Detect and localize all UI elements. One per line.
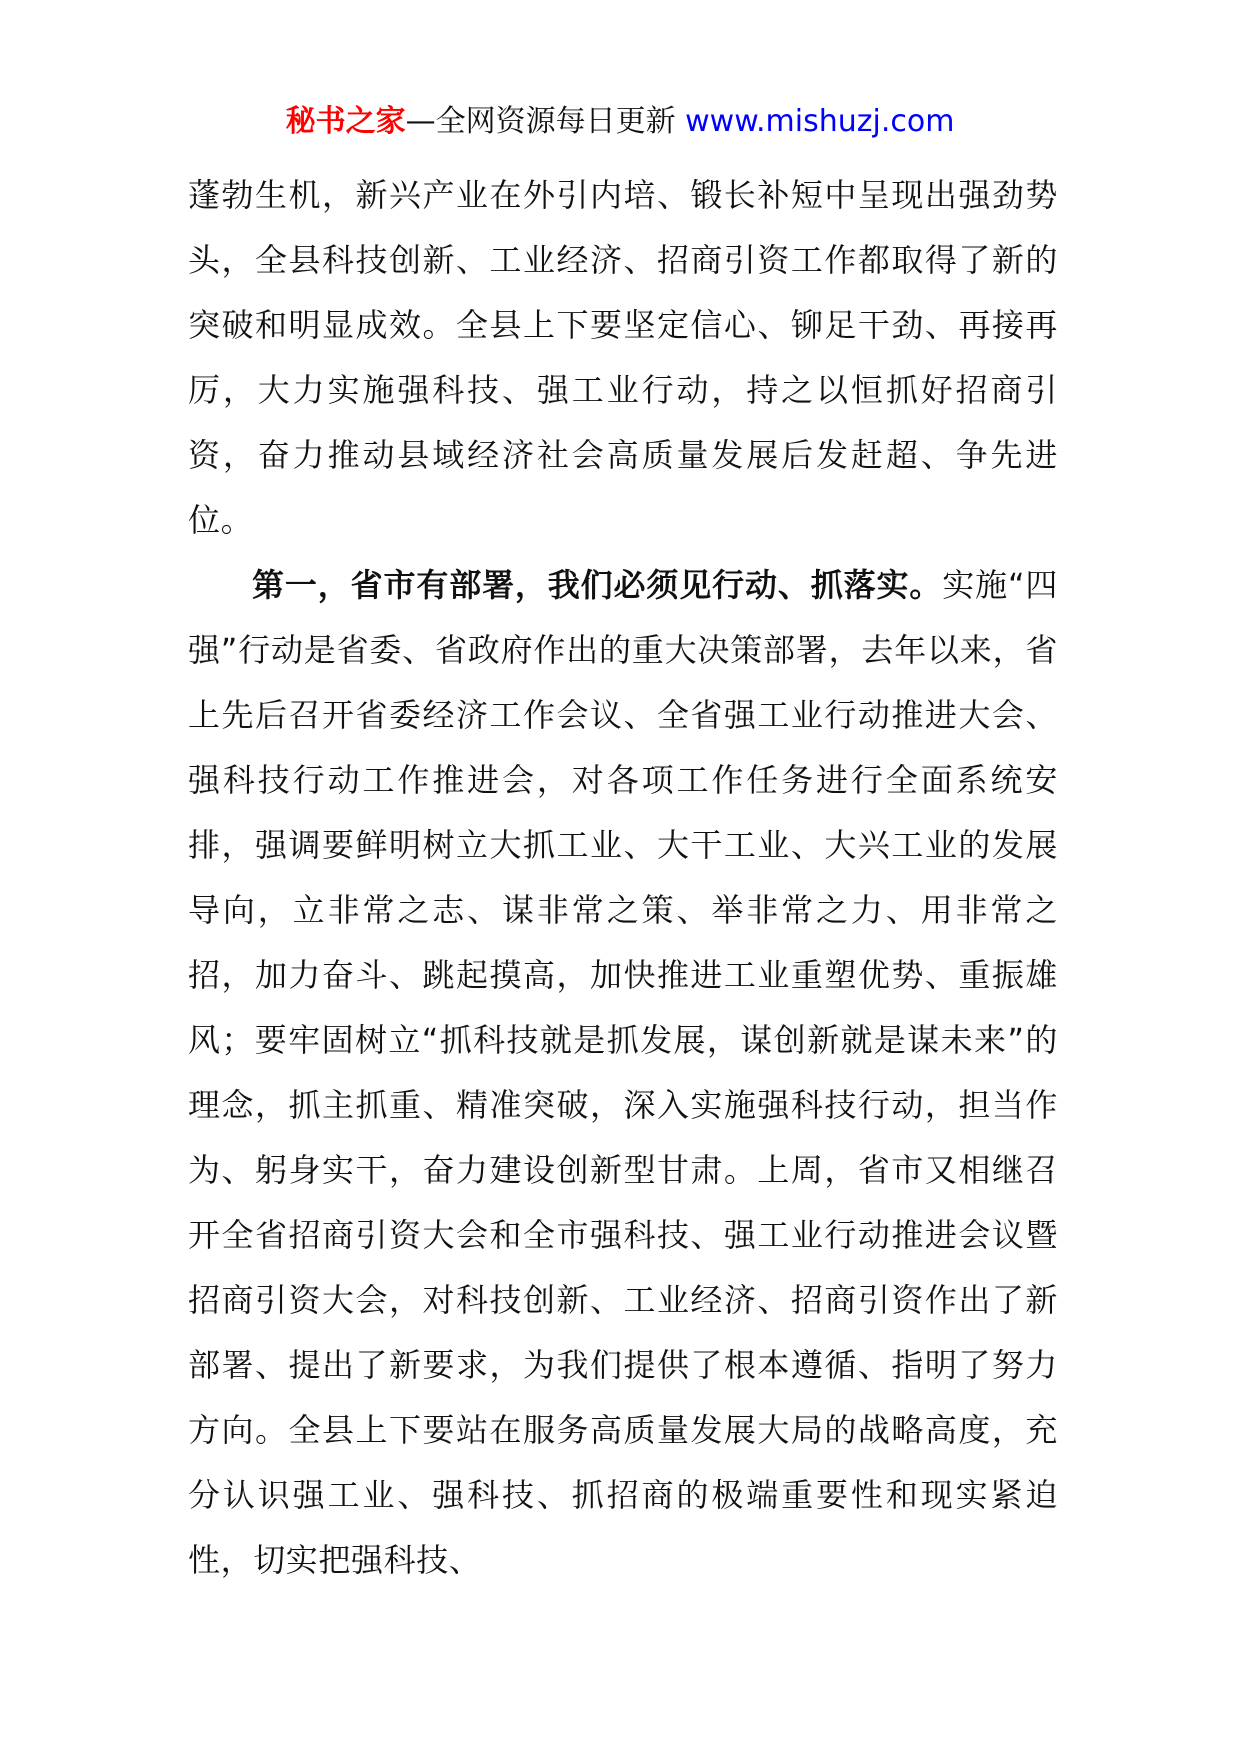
- paragraph-section-one: [188, 553, 1058, 1593]
- paragraph-text: 蓬勃生机，新兴产业在外引内培、锻长补短中呈现出强劲势头，全县科技创新、工业经济、招商引资工作都取得了新的突破和明显成效。全县上下要坚定信心、铆足干劲、再接再厉，大力实施强科技、强工业行动，持之以恒抓好招商引资，奋力推动县域经济社会高质量发展后发赶超、争先进位。: [188, 176, 1058, 539]
- section-heading: 第一，省市有部署，我们必须见行动、抓落实。: [252, 566, 943, 604]
- document-body: [188, 163, 1058, 1593]
- watermark-header: [0, 102, 1240, 142]
- watermark-brand: 秘书之家: [285, 104, 406, 139]
- paragraph-text: 实施“四强”行动是省委、省政府作出的重大决策部署，去年以来，省上先后召开省委经济工作会议、全省强工业行动推进大会、强科技行动工作推进会，对各项工作任务进行全面系统安排，强调要鲜明树立大抓工业、大干工业、大兴工业的发展导向，立非常之志、谋非常之策、举非常之力、用非常之招，加力奋斗、跳起摸高，加快推进工业重塑优势、重振雄风；要牢固树立“抓科技就是抓发展，谋创新就是谋未来”的理念，抓主抓重、精准突破，深入实施强科技行动，担当作为、躬身实干，奋力建设创新型甘肃。上周，省市又相继召开全省招商引资大会和全市强科技、强工业行动推进会议暨招商引资大会，对科技创新、工业经济、招商引资作出了新部署、提出了新要求，为我们提供了根本遵循、指明了努力方向。全县上下要站在服务高质量发展大局的战略高度，充分认识强工业、强科技、抓招商的极端重要性和现实紧迫性，切实把强科技、: [188, 566, 1058, 1579]
- watermark-url: www.mishuzj.com: [685, 104, 955, 139]
- paragraph-continuation: [188, 163, 1058, 553]
- watermark-tagline: —全网资源每日更新: [405, 104, 676, 139]
